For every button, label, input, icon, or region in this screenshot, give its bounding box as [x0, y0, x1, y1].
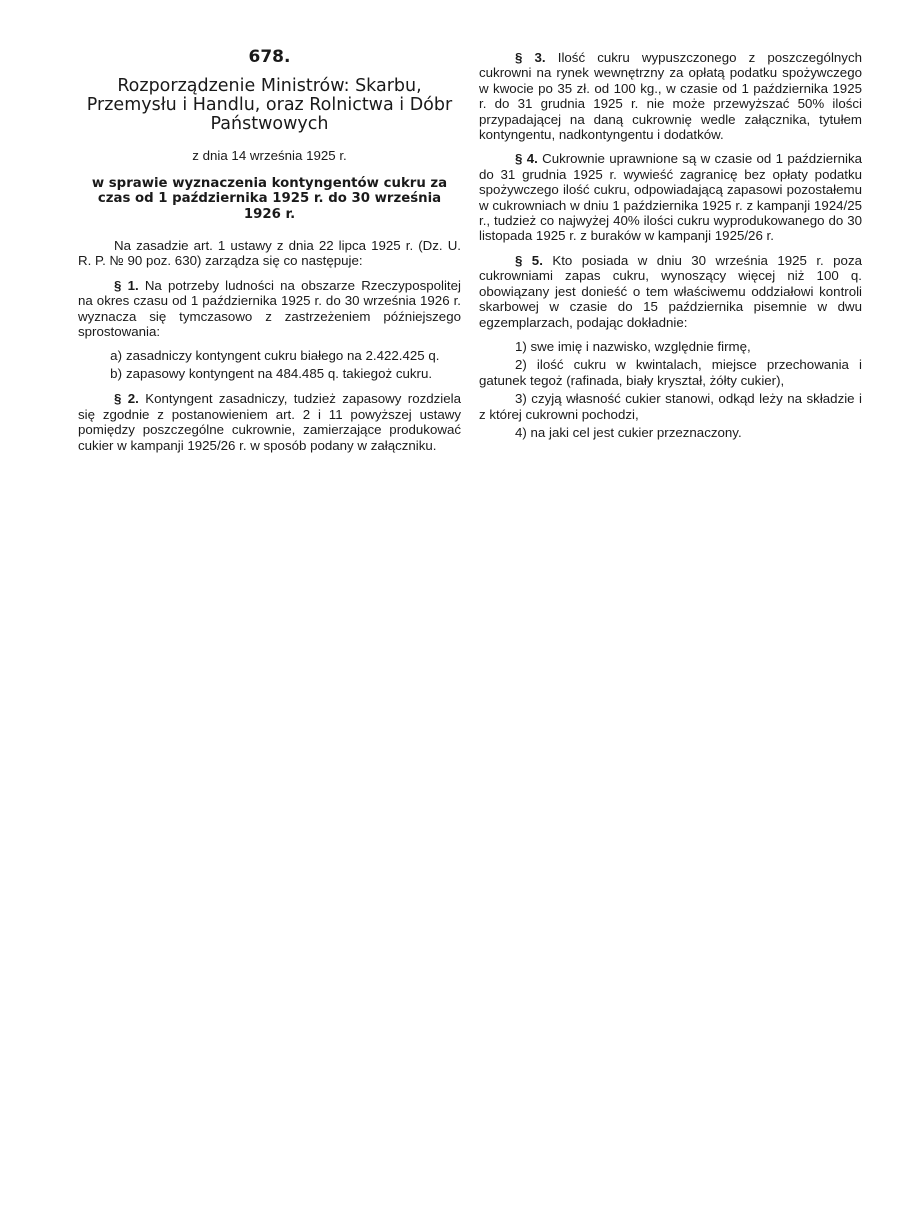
right-column — [479, 50, 862, 443]
section-1-items — [90, 348, 461, 381]
section-1 — [78, 278, 461, 340]
section-3 — [479, 50, 862, 142]
regulation-subject: w sprawie wyznaczenia kontyngentów cukru za czas od 1 października 1925 r. do 30 września 1926 r. — [91, 175, 448, 222]
regulation-date: z dnia 14 września 1925 r. — [192, 148, 347, 164]
list-item-text: zasadniczy kontyngent cukru białego na 2.422.425 q. — [126, 348, 440, 364]
list-item-label: a) — [110, 348, 122, 364]
act-number: 678. — [248, 47, 291, 67]
list-item-label: b) — [110, 365, 122, 381]
section-1-text: Na potrzeby ludności na obszarze Rzeczypospolitej na okres czasu od 1 października 1925 r. do 30 września 1926 r. wyznacza się tymczasowo z zastrzeżeniem późniejszego sprostowania: — [78, 277, 461, 340]
intro-paragraph: Na zasadzie art. 1 ustawy z dnia 22 lipca 1925 r. (Dz. U. R. P. № 90 poz. 630) zarządza się co następuje: — [78, 238, 461, 269]
section-5-label: § 5. — [515, 252, 543, 268]
section-2-text: Kontyngent zasadniczy, tudzież zapasowy rozdziela się zgodnie z postanowieniem art. 2 i 11 powyższej ustawy pomiędzy poszczególne cukrownie, zamierzające produkować cukier w kampanji 1925/26 r. w sposób podany w załączniku. — [78, 391, 462, 453]
list-item: 4) na jaki cel jest cukier przeznaczony. — [515, 424, 742, 440]
list-item: 1) swe imię i nazwisko, względnie firmę, — [515, 338, 751, 354]
section-3-text: Ilość cukru wypuszczonego z poszczególnych cukrowni na rynek wewnętrzny za opłatą podatku spożywczego w kwocie po 35 zł. od 100 kg., w czasie od 1 października 1925 r. do 31 grudnia 1925 r. nie może przewyższać 50% ilości przypadającej na daną cukrownię wedle załącznika, tytułem kontyngentu, nadkontyngentu i dodatków. — [479, 50, 862, 143]
left-column — [78, 47, 462, 462]
section-1-label: § 1. — [114, 277, 139, 293]
section-5-items — [479, 339, 862, 440]
list-item-text: zapasowy kontyngent na 484.485 q. takiegoż cukru. — [126, 365, 433, 381]
section-3-label: § 3. — [515, 50, 546, 65]
section-4-label: § 4. — [515, 151, 538, 167]
list-item: 3) czyją własność cukier stanowi, odkąd leży na składzie i z której cukrowni pochodzi, — [479, 391, 862, 422]
section-5-text: Kto posiada w dniu 30 września 1925 r. poza cukrowniami zapas cukru, wynoszący więcej niż 100 q. obowiązany jest donieść o tem właściwemu oddziałowi kontroli skarbowej w czasie do 15 października pisemnie w dwu egzemplarzach, podając dokładnie: — [479, 252, 862, 330]
regulation-title: Rozporządzenie Ministrów: Skarbu, Przemysłu i Handlu, oraz Rolnictwa i Dóbr Państwowych — [86, 76, 453, 135]
section-2-label: § 2. — [114, 391, 139, 407]
list-item: 2) ilość cukru w kwintalach, miejsce przechowania i gatunek tegoż (rafinada, biały kryształ, żółty cukier), — [479, 357, 862, 388]
section-5 — [479, 253, 862, 330]
section-2 — [78, 391, 461, 453]
list-item — [90, 366, 461, 381]
section-4-text: Cukrownie uprawnione są w czasie od 1 października do 31 grudnia 1925 r. wywieść zagranicę bez opłaty podatku spożywczego ilość cukru, odpowiadającą zapasowi pozostałemu w cukrowniach w dniu 1 października 1925 r. z kampanji 1924/25 r., tudzież co najwyżej 40% ilości cukru wyprodukowanego do 30 listopada 1925 r. z buraków w kampanji 1925/26 r. — [479, 151, 862, 244]
list-item — [90, 348, 461, 363]
section-4 — [479, 151, 862, 243]
